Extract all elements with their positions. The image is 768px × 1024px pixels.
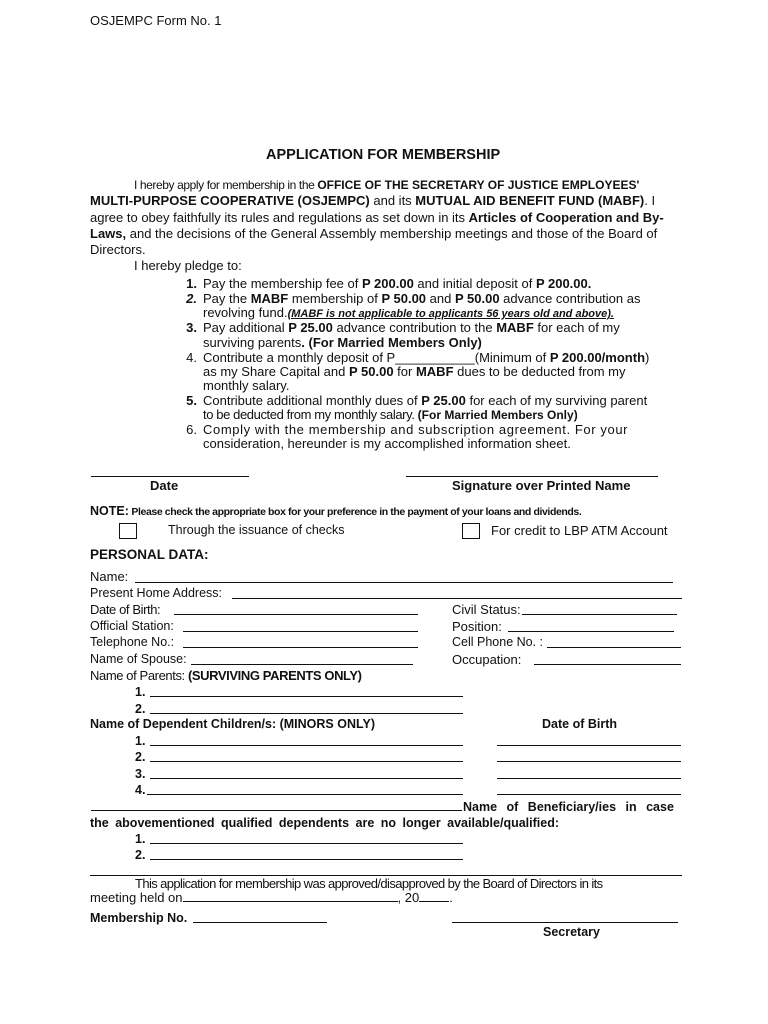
checks-option-label: Through the issuance of checks (168, 523, 345, 537)
spouse-field[interactable] (191, 664, 413, 665)
pledge-5-cont: to be deducted from my monthly salary. (For Married Members Only) (203, 407, 578, 422)
parent-1-number: 1. (135, 685, 146, 699)
beneficiary-1-number: 1. (135, 832, 146, 846)
secretary-label: Secretary (543, 925, 600, 939)
atm-checkbox[interactable] (462, 523, 480, 539)
secretary-signature-line[interactable] (452, 922, 678, 923)
child-1-number: 1. (135, 734, 146, 748)
atm-option-label: For credit to LBP ATM Account (491, 523, 668, 538)
membership-no-field[interactable] (193, 922, 327, 923)
beneficiary-2-field[interactable] (150, 859, 463, 860)
pledge-3: 3. Pay additional P 25.00 advance contribution to the MABF for each of my (186, 320, 620, 335)
signature-line[interactable] (406, 476, 658, 477)
checks-checkbox[interactable] (119, 523, 137, 539)
pledge-2-cont: revolving fund.(MABF is not applicable to applicants 56 years old and above). (203, 305, 614, 320)
child-1-dob-field[interactable] (497, 745, 681, 746)
page-title: APPLICATION FOR MEMBERSHIP (266, 147, 501, 163)
child-2-number: 2. (135, 750, 146, 764)
child-dob-label: Date of Birth (542, 717, 617, 731)
meeting-date-field[interactable] (183, 890, 398, 902)
child-4-dob-field[interactable] (497, 794, 681, 795)
civil-status-field[interactable] (522, 614, 677, 615)
parents-label: Name of Parents: (SURVIVING PARENTS ONLY) (90, 668, 362, 683)
personal-data-heading: PERSONAL DATA: (90, 547, 209, 562)
beneficiary-2-number: 2. (135, 848, 146, 862)
note: NOTE: Please check the appropriate box for your preference in the payment of your loans and dividends. (90, 504, 582, 518)
pledge-5: 5. Contribute additional monthly dues of P 25.00 for each of my surviving parent (186, 393, 648, 408)
name-label: Name: (90, 569, 129, 584)
approval-meeting: meeting held on , 20 . (90, 890, 453, 905)
name-field[interactable] (135, 582, 673, 583)
meeting-year-field[interactable] (419, 890, 449, 902)
child-2-name-field[interactable] (150, 761, 463, 762)
parent-2-field[interactable] (150, 713, 463, 714)
date-label: Date (150, 478, 179, 493)
intro-line-4: Laws, and the decisions of the General Assembly membership meetings and those of the Board of (90, 226, 658, 241)
membership-no-label: Membership No. (90, 911, 188, 925)
official-station-label: Official Station: (90, 619, 174, 633)
spouse-label: Name of Spouse: (90, 652, 187, 666)
intro-line-3: agree to obey faithfully its rules and regulations as set down in its Articles of Cooperation and By- (90, 210, 664, 225)
cell-phone-label: Cell Phone No. : (452, 635, 544, 649)
position-field[interactable] (508, 631, 674, 632)
approval-text: This application for membership was approved/disapproved by the Board of Directors in its (135, 876, 603, 891)
parent-2-number: 2. (135, 702, 146, 716)
official-station-field[interactable] (183, 631, 418, 632)
telephone-label: Telephone No.: (90, 635, 175, 649)
cell-phone-field[interactable] (547, 647, 681, 648)
address-field[interactable] (232, 598, 682, 599)
beneficiary-label: Name of Beneficiary/ies in case (463, 800, 674, 814)
pledge-2: 2. Pay the MABF membership of P 50.00 and P 50.00 advance contribution as (186, 291, 641, 306)
child-1-name-field[interactable] (150, 745, 463, 746)
beneficiary-1-field[interactable] (150, 843, 463, 844)
dob-field[interactable] (174, 614, 418, 615)
child-3-name-field[interactable] (150, 778, 463, 779)
pledge-3-cont: surviving parents. (For Married Members Only) (203, 335, 482, 350)
intro-line-5: Directors. (90, 242, 146, 257)
pledge-heading: I hereby pledge to: (134, 258, 242, 273)
beneficiary-line[interactable] (91, 810, 462, 811)
children-label: Name of Dependent Children/s: (MINORS ONLY) (90, 717, 375, 731)
dob-label: Date of Birth: (90, 602, 161, 617)
signature-label: Signature over Printed Name (452, 478, 631, 493)
date-line[interactable] (91, 476, 249, 477)
beneficiary-label-cont: the abovementioned qualified dependents are no longer available/qualified: (90, 816, 559, 830)
telephone-field[interactable] (183, 647, 418, 648)
pledge-6-cont: consideration, hereunder is my accomplished information sheet. (203, 436, 571, 451)
child-4-number: 4. (135, 783, 146, 797)
child-3-number: 3. (135, 767, 146, 781)
pledge-1: 1. Pay the membership fee of P 200.00 and initial deposit of P 200.00. (186, 276, 592, 291)
civil-status-label: Civil Status: (452, 602, 521, 617)
occupation-label: Occupation: (452, 652, 522, 667)
intro-line-1: I hereby apply for membership in the OFFICE OF THE SECRETARY OF JUSTICE EMPLOYEES' (134, 178, 640, 192)
parent-1-field[interactable] (150, 696, 463, 697)
intro-line-2: MULTI-PURPOSE COOPERATIVE (OSJEMPC) and its MUTUAL AID BENEFIT FUND (MABF). I (90, 193, 656, 208)
occupation-field[interactable] (534, 664, 681, 665)
child-3-dob-field[interactable] (497, 778, 681, 779)
address-label: Present Home Address: (90, 586, 223, 600)
pledge-4-cont: as my Share Capital and P 50.00 for MABF dues to be deducted from my (203, 364, 626, 379)
pledge-6: 6. Comply with the membership and subscription agreement. For your (186, 422, 629, 437)
pledge-4: 4. Contribute a monthly deposit of P___________(Minimum of P 200.00/month) (186, 350, 650, 365)
child-4-name-field[interactable] (147, 794, 463, 795)
child-2-dob-field[interactable] (497, 761, 681, 762)
form-number: OSJEMPC Form No. 1 (90, 13, 222, 28)
position-label: Position: (452, 619, 502, 634)
pledge-4-cont-2: monthly salary. (203, 378, 290, 393)
